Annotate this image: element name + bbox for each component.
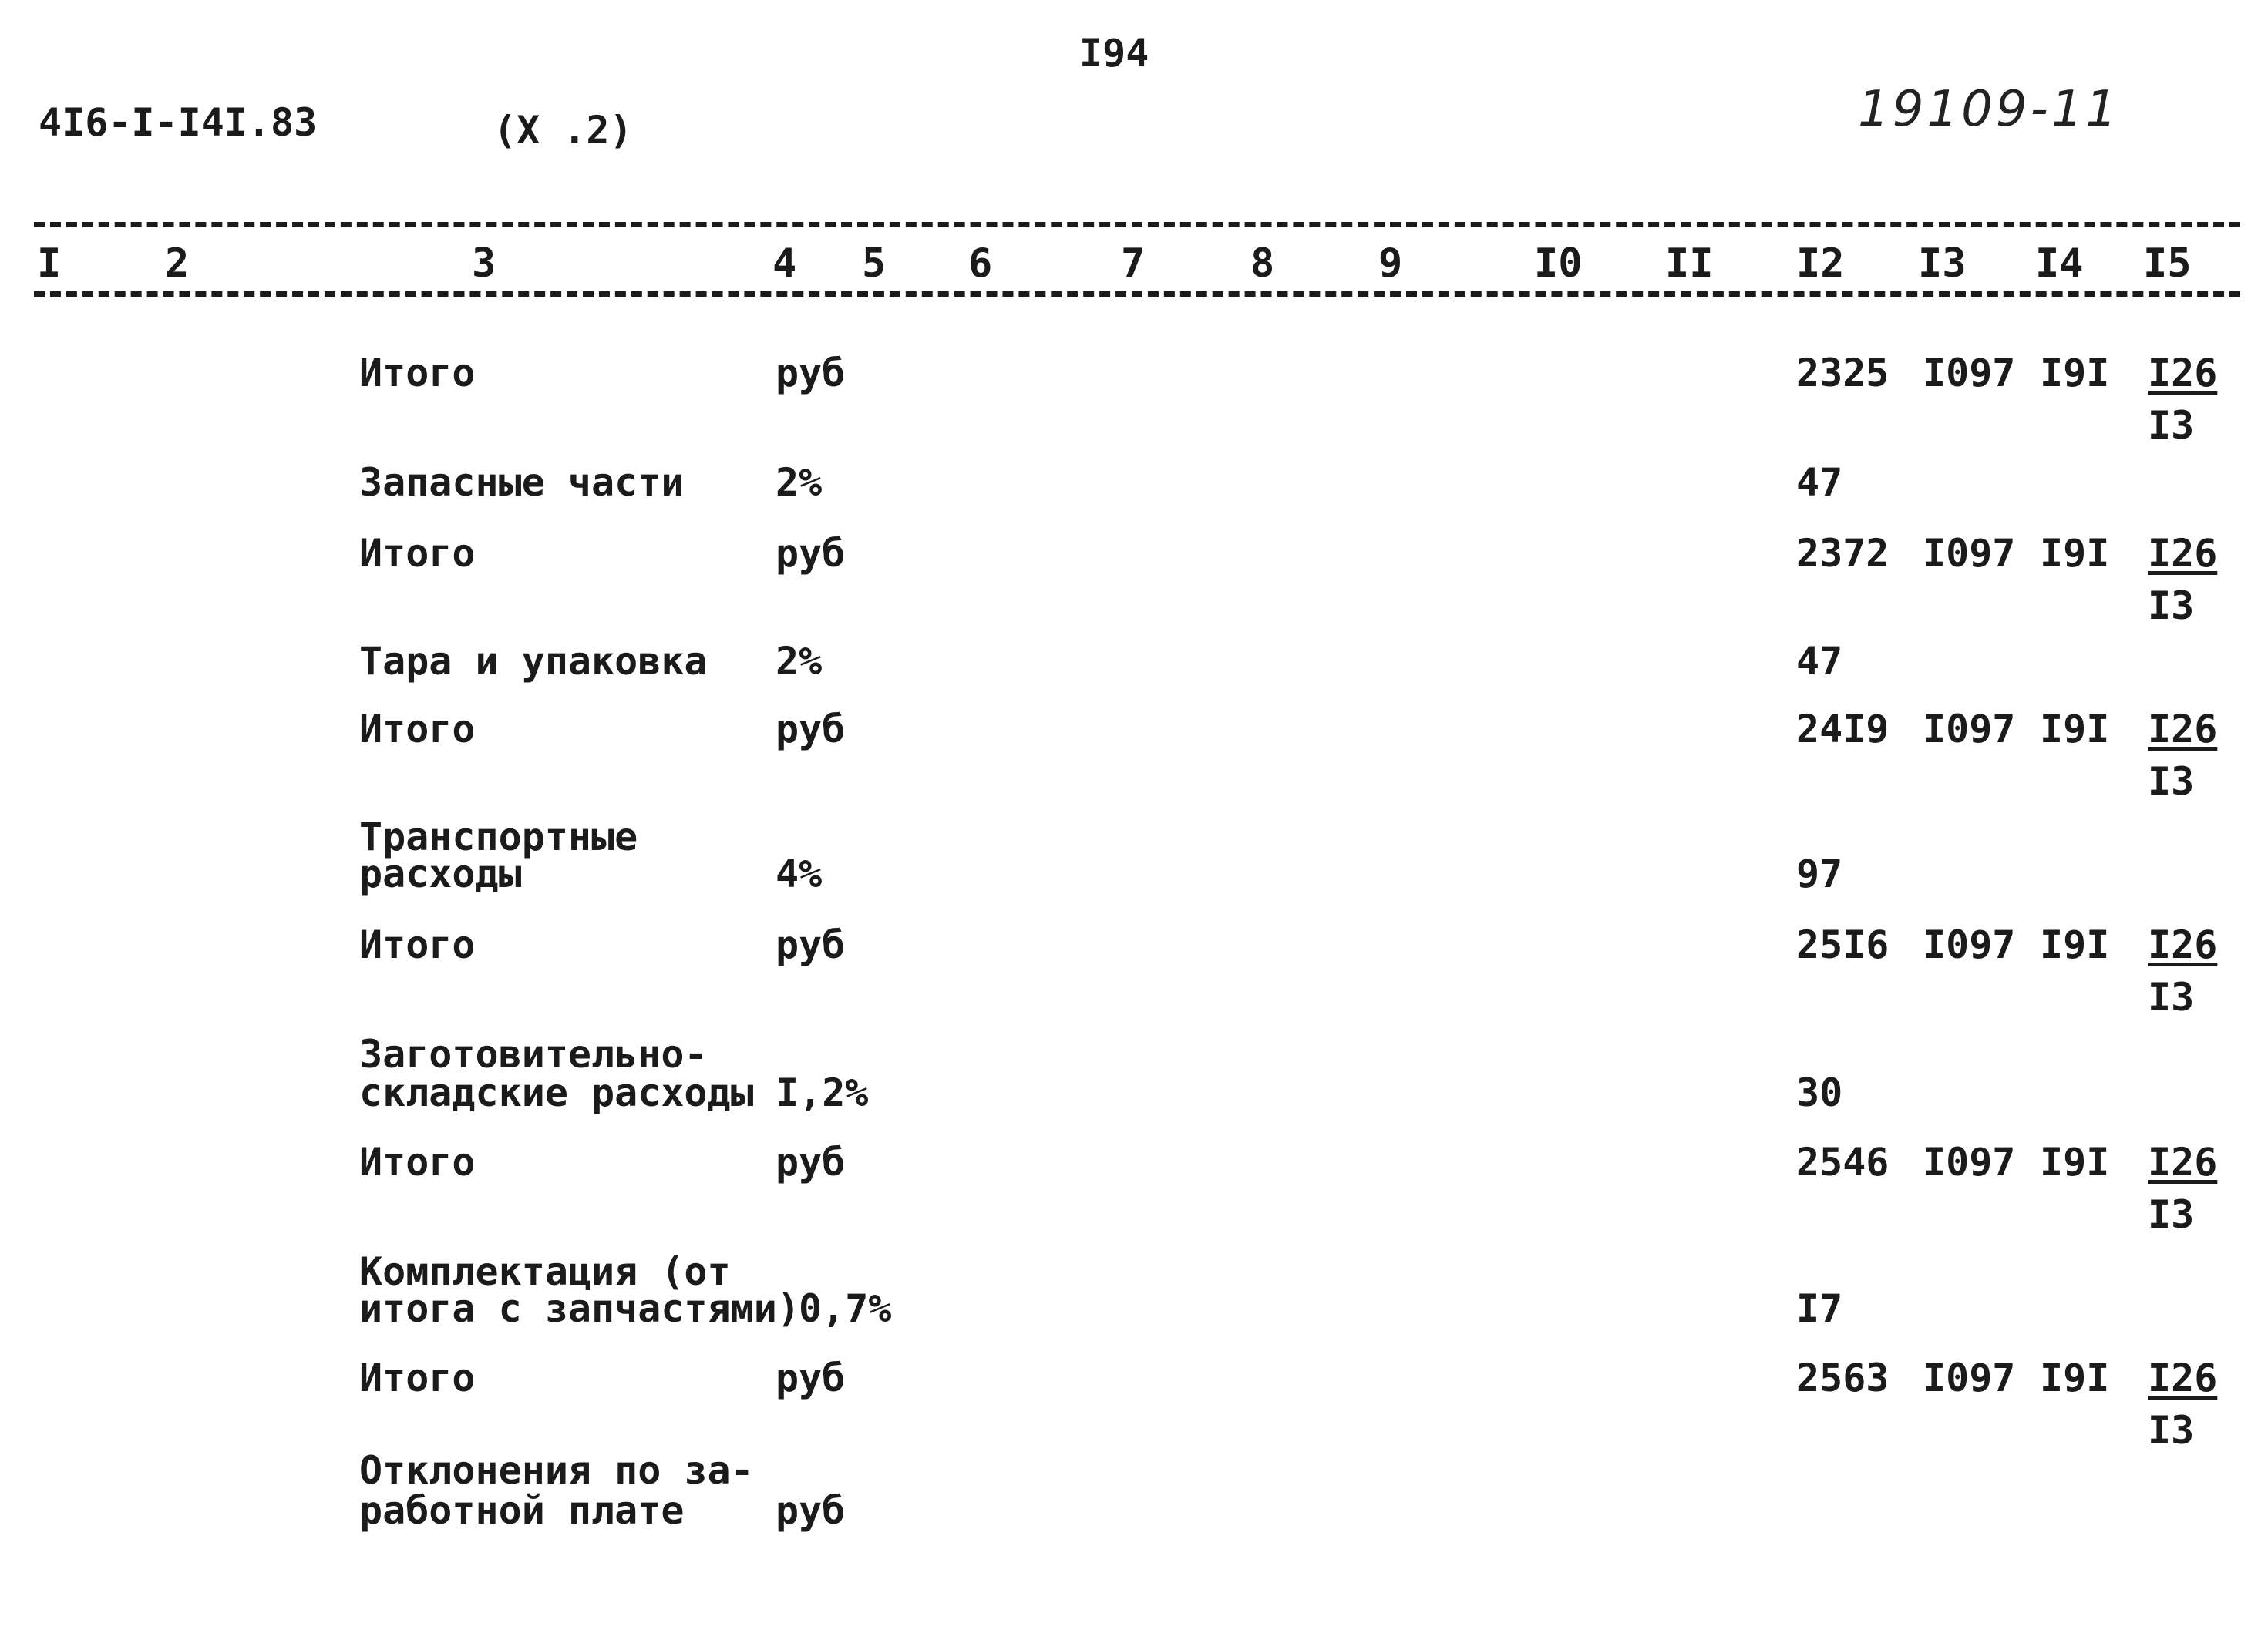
row-col14: I9I xyxy=(2040,531,2110,576)
column-number: I2 xyxy=(1796,240,1845,287)
column-number: I4 xyxy=(2035,240,2084,287)
row-col14: I9I xyxy=(2040,1356,2110,1400)
fraction-denominator: I3 xyxy=(2148,403,2195,448)
fraction-numerator: I26 xyxy=(2148,923,2218,967)
row-label-line1: Комплектация (от xyxy=(359,1249,731,1294)
row-label: Итого xyxy=(359,707,476,751)
row-col13: I097 xyxy=(1923,351,2016,395)
row-label-line2: складские расходы xyxy=(359,1070,754,1115)
row-label: Итого xyxy=(359,1140,476,1185)
row-unit: 4% xyxy=(776,852,823,896)
column-number: 9 xyxy=(1378,240,1403,287)
fraction-numerator: I26 xyxy=(2148,1140,2218,1185)
row-col15-fraction xyxy=(2148,531,2218,628)
fraction-numerator: I26 xyxy=(2148,531,2218,576)
fraction-denominator: I3 xyxy=(2148,583,2195,628)
row-col12: 97 xyxy=(1796,852,1843,896)
row-col15-fraction xyxy=(2148,351,2218,448)
row-col14: I9I xyxy=(2040,707,2110,751)
row-col13: I097 xyxy=(1923,1356,2016,1400)
row-unit: руб xyxy=(776,351,846,395)
fraction-numerator: I26 xyxy=(2148,1356,2218,1400)
row-label: Тара и упаковка xyxy=(359,639,708,684)
row-col13: I097 xyxy=(1923,923,2016,967)
row-unit: 2% xyxy=(776,460,823,505)
row-col12: 25I6 xyxy=(1796,923,1889,967)
row-col14: I9I xyxy=(2040,1140,2110,1185)
column-number: I0 xyxy=(1534,240,1583,287)
column-number: I3 xyxy=(1918,240,1967,287)
header-top-rule xyxy=(34,222,2240,227)
column-number: 6 xyxy=(968,240,993,287)
row-label-line2: расходы xyxy=(359,852,522,896)
fraction-numerator: I26 xyxy=(2148,707,2218,751)
row-label: Итого xyxy=(359,351,476,395)
row-unit: руб xyxy=(776,923,846,967)
row-unit: руб xyxy=(776,1140,846,1185)
row-col15-fraction xyxy=(2148,1140,2218,1237)
fraction-denominator: I3 xyxy=(2148,975,2195,1020)
row-unit: руб xyxy=(776,531,846,576)
document-code: 4I6-I-I4I.83 xyxy=(39,100,318,145)
row-label: Запасные части xyxy=(359,460,685,505)
column-number: I5 xyxy=(2143,240,2192,287)
column-number: II xyxy=(1665,240,1714,287)
row-label-line2: работной плате xyxy=(359,1488,685,1533)
column-number: 2 xyxy=(165,240,190,287)
row-col12: 2325 xyxy=(1796,351,1889,395)
fraction-denominator: I3 xyxy=(2148,759,2195,804)
fraction-denominator: I3 xyxy=(2148,1192,2195,1237)
column-number: 4 xyxy=(772,240,797,287)
row-unit: руб xyxy=(776,707,846,751)
row-col13: I097 xyxy=(1923,707,2016,751)
column-number: 3 xyxy=(472,240,496,287)
row-col12: I7 xyxy=(1796,1286,1843,1331)
row-col13: I097 xyxy=(1923,1140,2016,1185)
row-col15-fraction xyxy=(2148,1356,2218,1453)
fraction-denominator: I3 xyxy=(2148,1408,2195,1453)
row-col15-fraction xyxy=(2148,707,2218,804)
row-col13: I097 xyxy=(1923,531,2016,576)
row-col12: 47 xyxy=(1796,639,1843,684)
column-number: 5 xyxy=(862,240,887,287)
row-col15-fraction xyxy=(2148,923,2218,1020)
row-unit: 2% xyxy=(776,639,823,684)
page-number: I94 xyxy=(1079,31,1149,76)
row-unit: руб xyxy=(776,1488,846,1533)
row-col12: 24I9 xyxy=(1796,707,1889,751)
row-unit: 0,7% xyxy=(799,1286,892,1331)
row-label: Итого xyxy=(359,1356,476,1400)
column-number: 7 xyxy=(1121,240,1146,287)
fraction-numerator: I26 xyxy=(2148,351,2218,395)
handwritten-reference: 19109-11 xyxy=(1858,81,2121,138)
row-label-line1: Заготовительно- xyxy=(359,1032,708,1077)
row-col12: 2372 xyxy=(1796,531,1889,576)
column-number: 8 xyxy=(1250,240,1275,287)
row-label-line2: итога с запчастями) xyxy=(359,1286,800,1331)
row-unit: руб xyxy=(776,1356,846,1400)
row-label: Итого xyxy=(359,531,476,576)
row-col14: I9I xyxy=(2040,351,2110,395)
row-col12: 2546 xyxy=(1796,1140,1889,1185)
row-label-line1: Отклонения по за- xyxy=(359,1448,754,1493)
column-number: I xyxy=(37,240,62,287)
section-reference: (X .2) xyxy=(493,108,633,153)
row-col12: 47 xyxy=(1796,460,1843,505)
row-unit: I,2% xyxy=(776,1070,869,1115)
header-bottom-rule xyxy=(34,291,2240,297)
row-col14: I9I xyxy=(2040,923,2110,967)
row-label-line1: Транспортные xyxy=(359,815,638,859)
row-col12: 2563 xyxy=(1796,1356,1889,1400)
row-col12: 30 xyxy=(1796,1070,1843,1115)
row-label: Итого xyxy=(359,923,476,967)
